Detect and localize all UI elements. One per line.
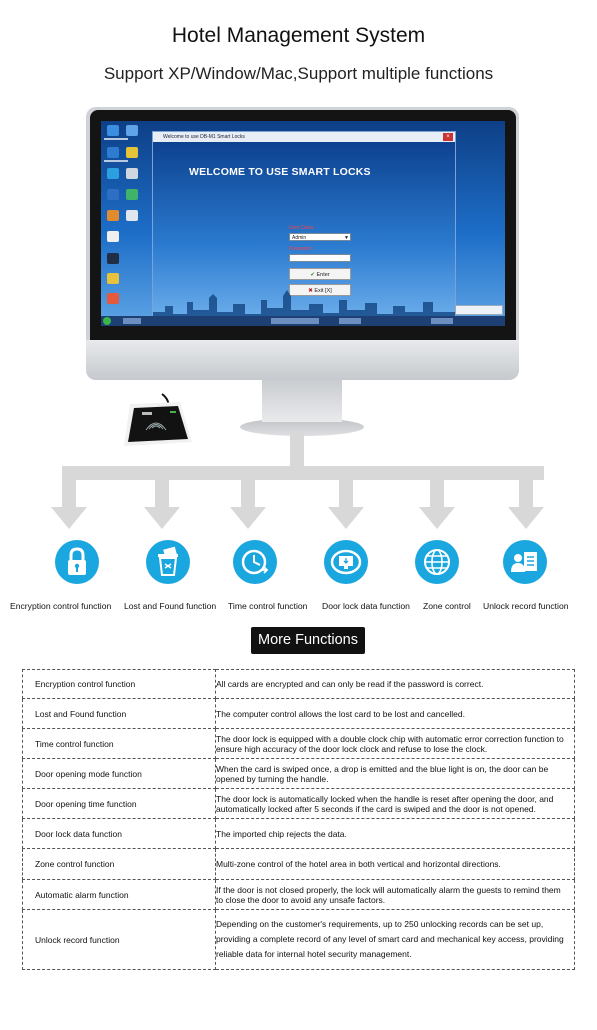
clock-icon [233,540,277,584]
function-label: Door lock data function [322,601,410,611]
connector-drop [241,480,255,508]
table-cell-desc: Depending on the customer's requirements, up to 250 unlocking records can be set up, providing a complete record of any level of smart card and mechanical key access, providing reliable data for internal hotel security management. [216,910,575,970]
table-cell-desc: The imported chip rejects the data. [216,819,575,849]
arrow-down-icon [328,507,364,529]
table-cell-name: Zone control function [23,849,216,880]
more-functions-heading: More Functions [251,627,365,654]
functions-table [22,669,575,970]
chevron-down-icon: ▼ [344,235,349,241]
globe-icon [415,540,459,584]
taskbar-item[interactable] [339,318,361,324]
connector-line [62,466,544,480]
desktop-icon[interactable] [126,168,138,179]
monitor-stand [262,380,342,422]
window-title: Welcome to use DB-M1 Smart Locks [163,134,245,140]
table-row [23,849,575,880]
table-row [23,819,575,849]
table-cell-name: Door opening time function [23,789,216,819]
table-row [23,699,575,729]
monitor-chin [86,340,519,380]
card-trash-icon [146,540,190,584]
arrow-down-icon [51,507,87,529]
arrow-down-icon [230,507,266,529]
page-title: Hotel Management System [171,24,426,47]
desktop-icon[interactable] [126,189,138,200]
table-cell-name: Encryption control function [23,670,216,699]
table-cell-name: Time control function [23,729,216,759]
check-icon: ✔ [310,272,315,278]
table-row [23,789,575,819]
desktop-icon[interactable] [107,253,119,264]
table-cell-name: Automatic alarm function [23,880,216,910]
connector-drop [62,480,76,508]
table-cell-name: Door opening mode function [23,759,216,789]
function-label: Lost and Found function [124,601,217,611]
table-row [23,729,575,759]
password-input[interactable] [289,254,351,262]
user-class-label: User Class [289,225,314,231]
connector-line [290,432,304,468]
taskbar-item[interactable] [271,318,319,324]
function-label: Zone control [423,601,471,611]
page-subtitle: Support XP/Window/Mac,Support multiple functions [103,64,494,83]
table-row [23,880,575,910]
enter-button-label: Enter [316,272,330,278]
password-label: Password [289,246,311,252]
start-icon[interactable] [103,317,111,325]
login-window [152,131,456,323]
table-cell-desc: If the door is not closed properly, the lock will automatically alarm the guests to remind them to close the door to avoid any unsafe factors. [216,880,575,910]
desktop-icon-label [104,138,128,140]
close-icon: ✖ [308,288,313,294]
enter-button[interactable] [289,268,351,280]
connector-drop [155,480,169,508]
table-cell-desc: All cards are encrypted and can only be read if the password is correct. [216,670,575,699]
connector-drop [339,480,353,508]
desktop-icon[interactable] [126,125,138,136]
desktop-icon[interactable] [126,210,138,221]
card-reader-image [118,392,198,452]
table-row [23,670,575,699]
user-record-icon [503,540,547,584]
function-label: Unlock record function [483,601,569,611]
taskbar-item[interactable] [431,318,453,324]
table-cell-desc: The door lock is equipped with a double clock chip with automatic error correction function to ensure high accuracy of the door lock clock and refuse to lose the clock. [216,729,575,759]
desktop-icon[interactable] [126,147,138,158]
function-label: Time control function [228,601,308,611]
table-cell-name: Lost and Found function [23,699,216,729]
window-title-bar [153,132,455,142]
table-cell-desc: Multi-zone control of the hotel area in both vertical and horizontal directions. [216,849,575,880]
function-label: Encryption control function [10,601,112,611]
connector-drop [430,480,444,508]
lock-icon [55,540,99,584]
arrow-down-icon [508,507,544,529]
welcome-heading: WELCOME TO USE SMART LOCKS [189,166,371,178]
desktop-icon[interactable] [107,168,119,179]
arrow-down-icon [144,507,180,529]
table-cell-name: Unlock record function [23,910,216,970]
table-row [23,910,575,970]
table-cell-desc: The door lock is automatically locked when the handle is reset after opening the door, and automatically locked after 5 seconds if the card is swiped and the door is not opened. [216,789,575,819]
table-cell-desc: When the card is swiped once, a drop is emitted and the blue light is on, the door can be opened by turning the handle. [216,759,575,789]
table-cell-name: Door lock data function [23,819,216,849]
table-row [23,759,575,789]
user-class-value: Admin [292,235,307,241]
connector-drop [519,480,533,508]
taskbar-item[interactable] [123,318,141,324]
table-cell-desc: The computer control allows the lost card to be lost and cancelled. [216,699,575,729]
desktop-icon[interactable] [107,189,119,200]
notification-panel [455,305,503,315]
desktop-icon[interactable] [107,125,119,136]
desktop-icon[interactable] [107,147,119,158]
desktop-icon[interactable] [107,231,119,242]
user-class-select[interactable] [289,233,351,241]
desktop-icon[interactable] [107,273,119,284]
data-monitor-icon [324,540,368,584]
close-icon[interactable]: × [443,133,453,141]
exit-button-label: Exit [X] [314,288,332,294]
desktop-icon[interactable] [107,210,119,221]
arrow-down-icon [419,507,455,529]
taskbar [101,316,505,326]
desktop-icon-label [104,160,128,162]
desktop-icon[interactable] [107,293,119,304]
